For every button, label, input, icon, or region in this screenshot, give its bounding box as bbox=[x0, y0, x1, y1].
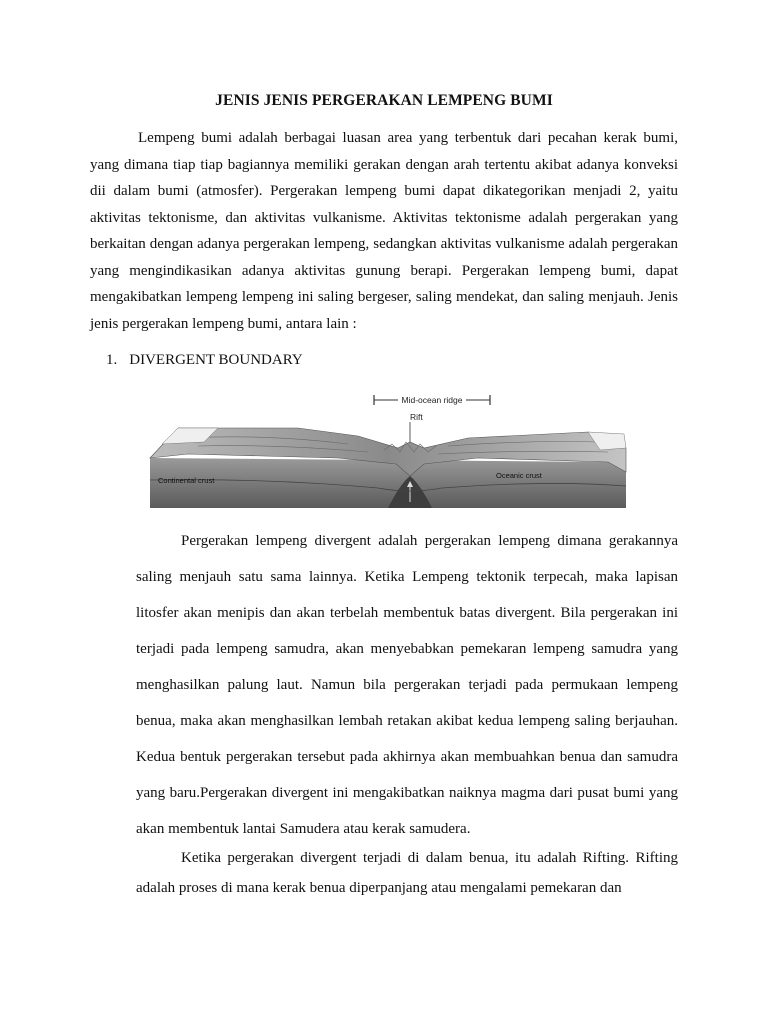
section-title: DIVERGENT BOUNDARY bbox=[129, 352, 303, 368]
crust-front-face bbox=[150, 458, 626, 508]
label-continental-crust: Continental crust bbox=[158, 476, 215, 485]
label-oceanic-crust: Oceanic crust bbox=[496, 471, 542, 480]
divergent-paragraph: Pergerakan lempeng divergent adalah pergerakan lempeng dimana gerakannya saling menjauh satu sama lainnya. Ketika Lempeng tektonik terpecah, maka lapisan litosfer akan menipis dan akan terbelah membentuk batas divergent. Bila pergerakan ini terjadi pada lempeng samudra, akan menyebabkan pemekaran lempeng samudra yang menghasilkan palung laut. Namun bila pergerakan terjadi pada permukaan lempeng benua, maka akan menghasilkan lembah retakan akibat kedua lempeng saling berjauhan. Kedua bentuk pergerakan tersebut pada akhirnya akan membuahkan benua dan samudra yang baru.Pergerakan divergent ini mengakibatkan naiknya magma dari pusat bumi yang akan membentuk lantai Samudera atau kerak samudera. bbox=[136, 533, 678, 837]
divergent-boundary-diagram bbox=[148, 388, 636, 512]
intro-paragraph: Lempeng bumi adalah berbagai luasan area yang terbentuk dari pecahan kerak bumi, yang dimana tiap tiap bagiannya memiliki gerakan dengan arah tertentu akibat adanya konveksi dii dalam bumi (atmosfer). Pergerakan lempeng bumi dapat dikategorikan menjadi 2, yaitu aktivitas tektonisme, dan aktivitas vulkanisme. Aktivitas tektonisme adalah pergerakan yang berkaitan dengan adanya pergerakan lempeng, sedangkan aktivitas vulkanisme adalah pergerakan yang mengindikasikan adanya aktivitas gunung berapi. Pergerakan lempeng bumi, dapat mengakibatkan lempeng lempeng ini saling bergeser, saling mendekat, dan saling menjauh. Jenis jenis pergerakan lempeng bumi, antara lain : bbox=[90, 130, 678, 332]
section-heading bbox=[106, 352, 303, 369]
page-title: JENIS JENIS PERGERAKAN LEMPENG BUMI bbox=[215, 92, 553, 109]
label-rift: Rift bbox=[410, 412, 423, 422]
label-mid-ocean-ridge: Mid-ocean ridge bbox=[401, 395, 463, 405]
section-number: 1. bbox=[106, 352, 118, 368]
rifting-paragraph: Ketika pergerakan divergent terjadi di dalam benua, itu adalah Rifting. Rifting adalah proses di mana kerak benua diperpanjang atau mengalami pemekaran dan bbox=[136, 850, 678, 896]
